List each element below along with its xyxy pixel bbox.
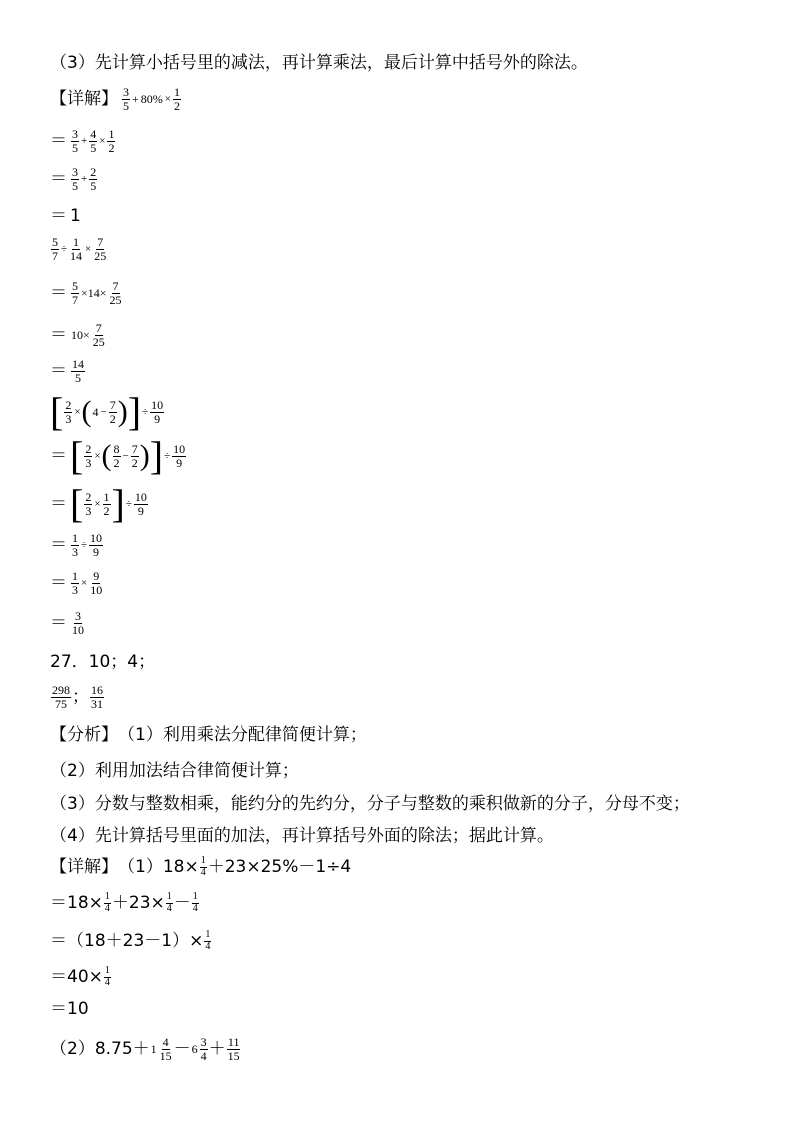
fraction: $\frac{7}{25}$ [92,321,105,349]
analysis-step-3b [50,796,690,813]
fraction: $\frac{10}{9}$ [173,441,186,470]
right-bracket: ] [111,481,125,526]
math-line [50,166,98,192]
minus-sign: − [122,449,129,462]
times-sign: × [94,449,101,462]
divide-sign: ÷ [81,538,88,551]
math-line [50,128,116,154]
answer-text: 27．10；4； [50,652,156,672]
fraction: $\frac{16}{31}$ [91,683,103,711]
fraction: $\frac{3}{10}$ [72,609,84,637]
equals-sign: ＝ [50,572,67,593]
math-line [50,208,81,225]
minus-sign: − [100,405,107,418]
times-sign: × [164,92,171,105]
analysis-step-1 [50,727,367,744]
fraction: $\frac{3}{4}$ [200,1035,207,1063]
math-line [50,930,212,952]
fraction: $\frac{2}{3}$ [85,441,92,470]
math-line [50,358,86,384]
fraction: $\frac{3}{5}$ [123,85,129,113]
analysis-step-3 [50,55,588,72]
text: （2）利用加法结合律简便计算； [50,761,299,781]
fraction: $\frac{11}{15}$ [227,1035,240,1063]
text: （4）先计算括号里面的加法，再计算括号外面的除法；据此计算。 [50,826,554,846]
fraction: $\frac{1}{4}$ [200,855,206,878]
semicolon: ； [72,686,89,707]
text: （1）利用乘法分配律简便计算； [118,725,367,745]
mixed-integer: 1 [150,1042,157,1057]
fraction: $\frac{14}{5}$ [72,357,84,385]
fraction: $\frac{1}{14}$ [70,235,83,263]
text: － [173,1038,191,1059]
right-bracket: ] [127,389,142,434]
text: ＝（18＋23－1）× [50,930,204,951]
right-paren: ) [139,439,150,472]
equals-sign: ＝ [50,360,67,381]
text: － [173,892,191,913]
fraction: $\frac{1}{2}$ [103,489,110,518]
times-14: ×14× [81,286,107,301]
fraction: $\frac{1}{4}$ [205,929,211,952]
text: （3）分数与整数相乘，能约分的先约分，分子与整数的乘积做新的分子，分母不变； [50,794,690,814]
result: 1 [70,206,81,226]
percent-value: 80% [140,92,163,107]
equals-sign: ＝ [50,168,67,189]
fraction: $\frac{1}{4}$ [192,891,198,914]
fraction: $\frac{1}{3}$ [72,531,78,559]
fraction: $\frac{5}{7}$ [72,279,78,307]
fraction: $\frac{2}{3}$ [85,489,92,518]
math-line [50,1001,89,1018]
text: （2）8.75＋ [50,1038,150,1059]
fraction: $\frac{10}{9}$ [90,531,103,559]
number: 4 [92,405,99,419]
text: ＋23× [111,892,165,913]
equals-sign: ＝ [50,206,67,226]
fraction: $\frac{8}{2}$ [113,441,120,470]
detail-expr-2 [50,856,351,878]
divide-sign: ÷ [142,405,149,418]
times-sign: × [85,242,92,255]
detail-tag: 【详解】 [50,88,118,109]
answer-27 [50,654,155,671]
equals-sign: ＝ [50,534,67,555]
divide-sign: ÷ [164,449,171,462]
math-line [50,481,149,526]
fraction: $\frac{1}{2}$ [108,127,115,155]
equals-sign: ＝ [50,612,67,633]
plus-sign: + [81,134,88,147]
equals-sign: ＝ [50,445,67,466]
times-sign: × [94,497,101,510]
fraction: $\frac{7}{25}$ [94,235,107,263]
fraction: $\frac{1}{4}$ [104,891,110,914]
equals-sign: ＝ [50,324,67,345]
left-bracket: [ [50,389,64,434]
mixed-integer: 6 [191,1042,198,1057]
times-sign: × [99,134,106,147]
fraction: $\frac{9}{10}$ [90,569,103,597]
fraction: $\frac{10}{9}$ [134,489,147,518]
fraction: $\frac{1}{4}$ [104,965,110,988]
fraction: $\frac{2}{5}$ [90,165,97,193]
left-bracket: [ [70,481,84,526]
times-sign: × [74,405,81,418]
math-line [50,570,104,596]
fraction: $\frac{3}{5}$ [72,165,78,193]
text: ＋ [208,1038,226,1059]
text: （3）先计算小括号里的减法，再计算乘法，最后计算中括号外的除法。 [50,53,588,73]
math-line [50,389,165,434]
math-line [50,236,108,262]
text: ＝40× [50,966,103,987]
divide-sign: ÷ [61,242,68,255]
right-paren: ) [117,395,128,428]
math-line [50,433,187,478]
equals-sign: ＝ [50,130,67,151]
math-line [50,532,104,558]
analysis-step-4 [50,828,554,845]
fraction: $\frac{3}{5}$ [72,127,78,155]
left-bracket: [ [70,433,84,478]
fraction: $\frac{7}{2}$ [131,441,138,470]
text: ＝10 [50,999,89,1019]
fraction: $\frac{1}{4}$ [166,891,172,914]
plus-sign: + [81,172,88,185]
analysis-tag: 【分析】 [50,725,118,745]
math-line [50,610,86,636]
fraction: $\frac{1}{3}$ [72,569,78,597]
math-line [50,322,107,348]
detail-expr-3 [50,1036,242,1062]
fraction: $\frac{298}{75}$ [52,683,70,711]
fraction: $\frac{2}{3}$ [65,397,72,426]
text: ＋23×25%－1÷4 [207,856,352,877]
divide-sign: ÷ [125,497,132,510]
plus-sign: + [132,92,139,107]
analysis-step-2 [50,763,299,780]
fraction: $\frac{4}{5}$ [90,127,97,155]
fraction: $\frac{1}{2}$ [174,85,180,113]
right-bracket: ] [149,433,164,478]
times-sign: × [81,576,88,589]
math-line [50,966,112,988]
math-line [50,280,124,306]
answer-fractions [50,684,105,710]
equals-sign: ＝ [50,282,67,303]
fraction: $\frac{7}{25}$ [109,279,122,307]
left-paren: ( [101,439,112,472]
ten-times: 10× [71,328,90,343]
math-line [50,892,200,914]
detail-tag: 【详解】 [50,856,118,877]
fraction: $\frac{10}{9}$ [151,397,164,426]
fraction: $\frac{5}{7}$ [52,235,58,263]
fraction: $\frac{7}{2}$ [109,397,116,426]
text: （1）18× [118,856,199,877]
text: ＝18× [50,892,103,913]
left-paren: ( [81,395,92,428]
equals-sign: ＝ [50,493,67,514]
fraction: $\frac{4}{15}$ [159,1035,172,1063]
detail-expr-1 [50,86,182,112]
